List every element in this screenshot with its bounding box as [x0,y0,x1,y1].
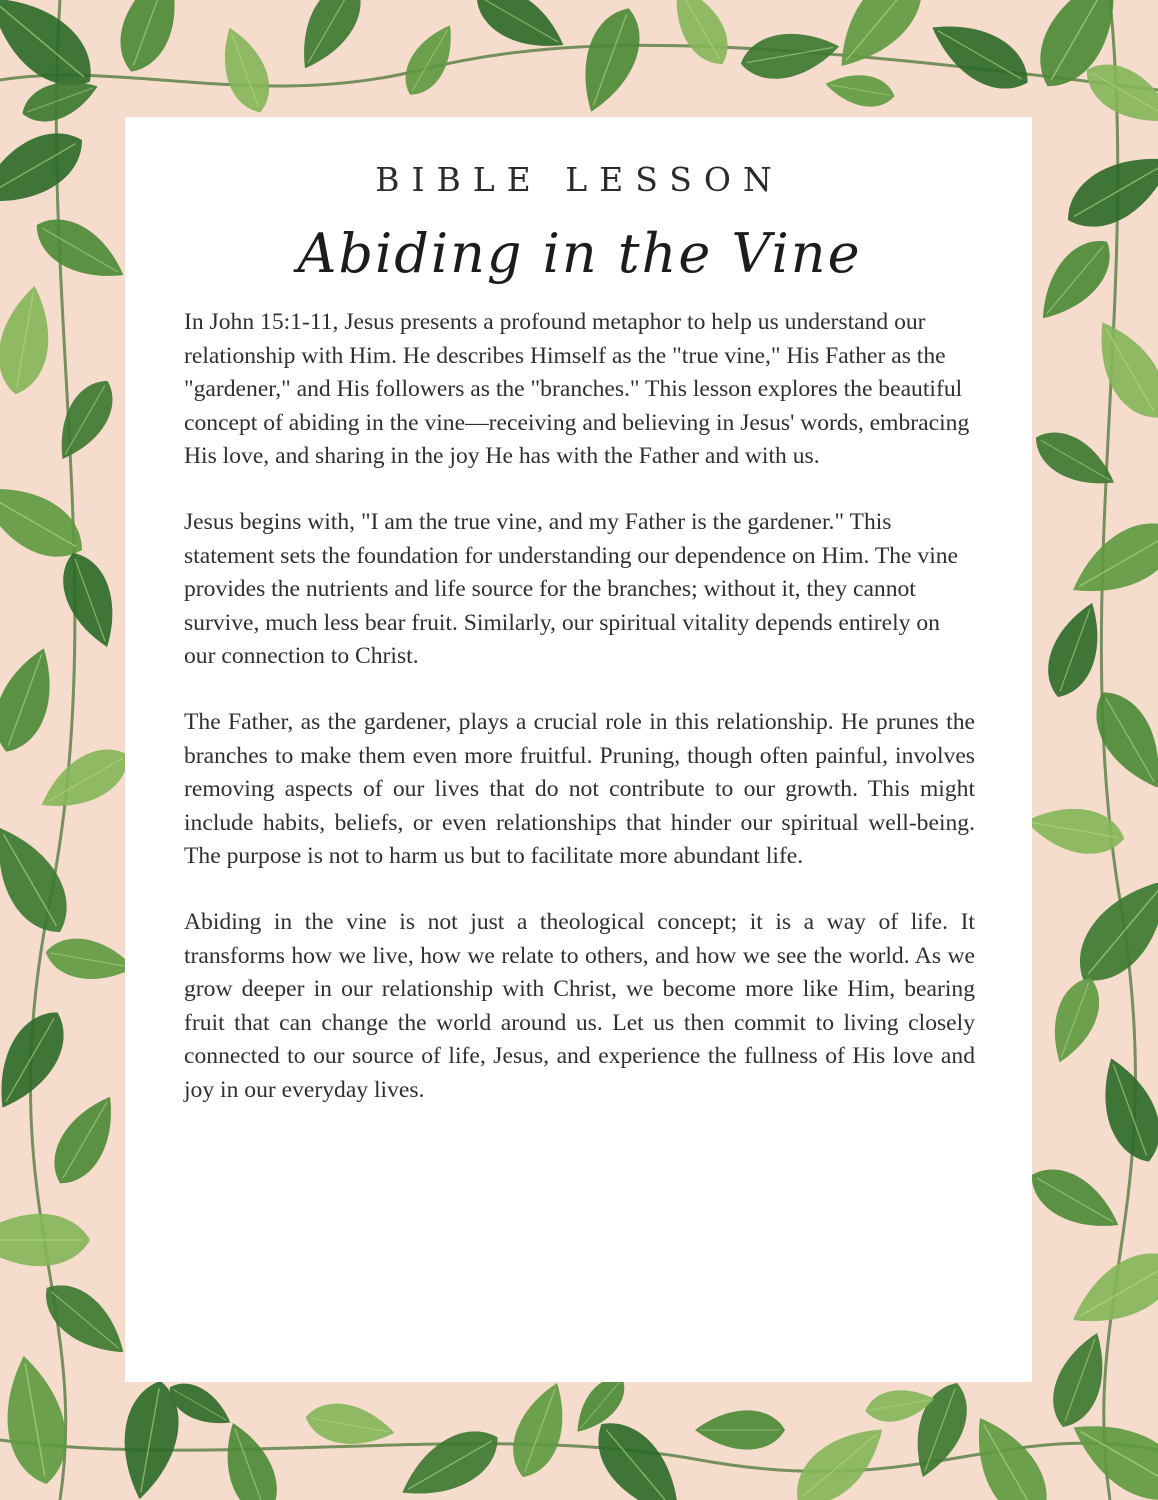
lesson-body [184,306,975,1107]
leaf-decoration [1062,862,1158,998]
leaf-decoration [957,1405,1062,1500]
paragraph-true-vine: Jesus begins with, "I am the true vine, and my Father is the gardener." This statement sets the foundation for understanding our dependence on Him. The vine provides the nutrients and life source for the branches; without it, they cannot survive, much less bear fruit. Similarly, our spiritual vitality depends entirely on our connection to Christ. [184,509,959,670]
leaf-decoration [1060,507,1158,612]
paragraph-way-of-life: Abiding in the vine is not just a theological concept; it is a way of life. It transforms how we live, how we relate to others, and how we see the world. As we grow deeper in our relationship with Christ, we become more like Him, bearing fruit that can change the world around us. Let us then commit to living closely connected to our source of life, Jesus, and experience the fullness of His love and joy in our everyday lives. [184,909,975,1103]
leaf-decoration [0,1000,78,1119]
leaf-decoration [0,815,83,945]
leaf-decoration [286,0,374,79]
leaf-decoration [109,0,192,80]
lesson-card [125,117,1032,1382]
lesson-title: Abiding in the Vine [297,221,862,285]
leaf-decoration [1082,680,1158,799]
leaf-decoration [390,1417,509,1500]
leaf-decoration [1089,1050,1158,1170]
leaf-decoration [782,1411,897,1500]
leaf-decoration [661,0,740,74]
lesson-kicker: BIBLE LESSON [375,160,784,199]
leaf-decoration [0,282,58,399]
leaf-decoration [0,117,95,222]
leaf-decoration [212,1416,287,1500]
leaf-decoration [466,0,574,64]
paragraph-gardener: The Father, as the gardener, plays a crucial role in this relationship. He prunes the branches to make them even more fruitful. Pruning, though often painful, involves removing aspects of our lives that do not contribute to our growth. This might include habits, beliefs, or even relationships that hinder our spiritual well-being. The purpose is not to harm us but to facilitate more abundant life. [184,709,975,870]
leaf-decoration [1082,310,1158,429]
paragraph-intro: In John 15:1-11, Jesus presents a profound metaphor to help us understand our relationship with Him. He describes Himself as the "true vine," His Father as the "gardener," and His followers as the "branches." This lesson explores the beautiful concept of abiding in the vine—receiving and believing in Jesus' words, embracing His love, and sharing in the joy He has with the Father and with us. [184,309,970,470]
leaf-decoration [1055,137,1158,242]
leaf-decoration [821,0,938,83]
